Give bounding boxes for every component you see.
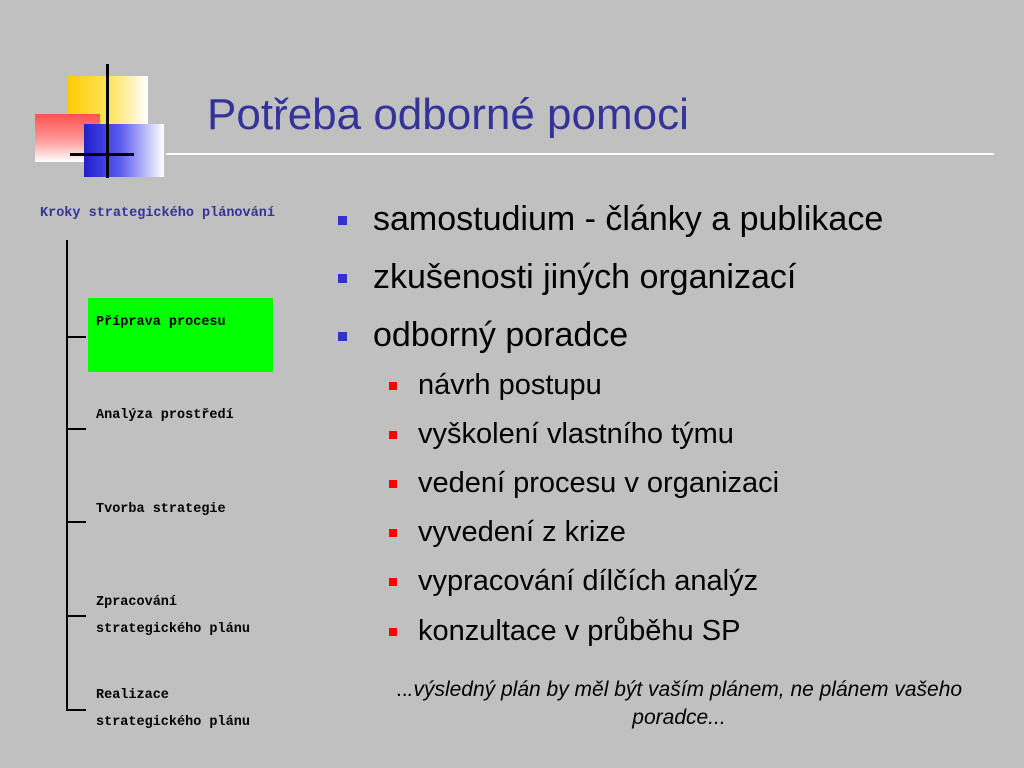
timeline-tick [66,615,86,617]
bullet-item: samostudium - články a publikace [373,200,884,238]
title-divider [166,153,994,156]
process-timeline-line [66,240,68,710]
process-panel-title: Kroky strategického plánování [40,206,275,221]
timeline-tick [66,521,86,523]
timeline-tick [66,709,86,711]
sub-bullet-item: konzultace v průběhu SP [418,615,741,647]
note-lead: .. [395,678,408,701]
step-label: Realizace [96,688,169,703]
step-label: Analýza prostředí [96,408,234,423]
sub-bullet-item: vypracování dílčích analýz [418,565,759,597]
step-label: strategického plánu [96,622,250,637]
step-label: Tvorba strategie [96,502,226,517]
note-text: .výsledný plán by měl být vaším plánem, ne plánem vašeho poradce... [407,678,963,729]
bullet-item: odborný poradce [373,316,629,354]
sub-bullet-item: vyvedení z krize [418,516,626,548]
timeline-tick [66,336,86,338]
sub-bullet-item: vedení procesu v organizaci [418,467,780,499]
sub-bullet-marker [389,529,397,537]
sub-bullet-marker [389,382,397,390]
sub-bullet-marker [389,578,397,586]
logo-vertical-line [106,64,109,178]
step-label: strategického plánu [96,715,250,730]
timeline-tick [66,428,86,430]
sub-bullet-item: vyškolení vlastního týmu [418,418,734,450]
sub-bullet-item: návrh postupu [418,369,602,401]
step-label: Zpracování [96,595,178,610]
bullet-marker [338,216,347,225]
logo-horizontal-line [70,153,134,156]
bullet-item: zkušenosti jiných organizací [373,258,797,296]
sub-bullet-marker [389,628,397,636]
logo-blue-square [84,124,164,177]
bullet-marker [338,274,347,283]
sub-bullet-marker [389,480,397,488]
slide-title: Potřeba odborné pomoci [207,90,689,139]
closing-note [352,676,1006,732]
sub-bullet-marker [389,431,397,439]
step-label: Příprava procesu [96,315,226,330]
bullet-marker [338,332,347,341]
